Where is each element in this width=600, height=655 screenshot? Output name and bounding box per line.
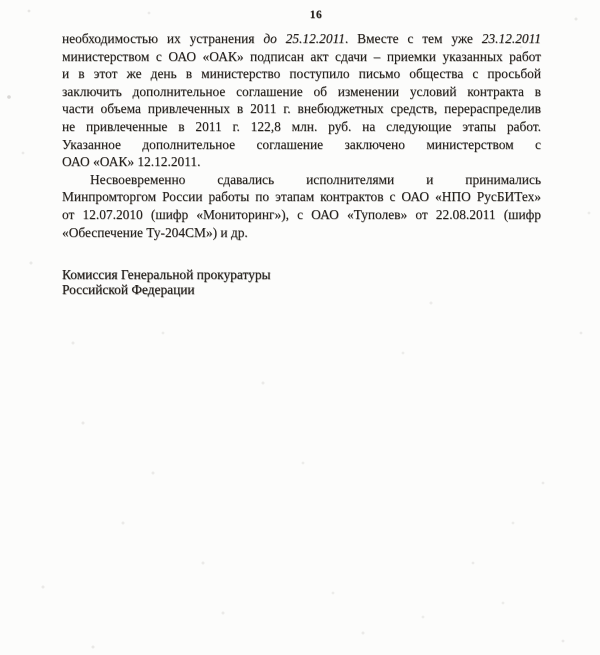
paragraph1-line: министерством с ОАО «ОАК» подписан акт сдачи – приемки указанных работ	[62, 48, 541, 64]
paragraph2-line: от 12.07.2010 (шифр «Мониторинг»), с ОАО «Туполев» от 22.08.2011 (шифр	[62, 206, 541, 222]
paragraph1-line: Указанное дополнительное соглашение заключено министерством с	[62, 136, 541, 152]
paragraph2-line: Минпромторгом России работы по этапам контрактов с ОАО «НПО РусБИТех»	[62, 189, 541, 205]
paragraph1-line: и в этот же день в министерство поступило письмо общества с просьбой	[62, 66, 541, 82]
scan-noise-specks	[0, 0, 2, 2]
page-number: 16	[309, 9, 323, 21]
paragraph1-line	[62, 30, 541, 48]
date-italic: до 25.12.2011	[263, 31, 345, 46]
signature-block	[62, 267, 541, 297]
paragraph1-line: части объема привлеченных в 2011 г. внебюджетных средств, перераспределив	[62, 101, 541, 117]
paragraph1-line: заключить дополнительное соглашение об изменении условий контракта в	[62, 83, 541, 99]
document-body	[62, 30, 541, 298]
paragraph2-line: «Обеспечение Ту-204СМ») и др.	[62, 224, 248, 240]
signature-line: Комиссия Генеральной прокуратуры	[62, 267, 271, 283]
body-text: необходимостью их устранения	[62, 31, 264, 46]
date-italic: 23.12.2011	[481, 31, 541, 46]
paragraph1-line: не привлеченные в 2011 г. 122,8 млн. руб. на следующие этапы работ.	[62, 118, 541, 134]
signature-line: Российской Федерации	[62, 282, 195, 298]
body-text: . Вместе с тем уже	[344, 31, 482, 46]
paragraph2-line: Несвоевременно сдавались исполнителями и принимались	[90, 171, 541, 187]
paragraph1-line: ОАО «ОАК» 12.12.2011.	[62, 154, 201, 170]
